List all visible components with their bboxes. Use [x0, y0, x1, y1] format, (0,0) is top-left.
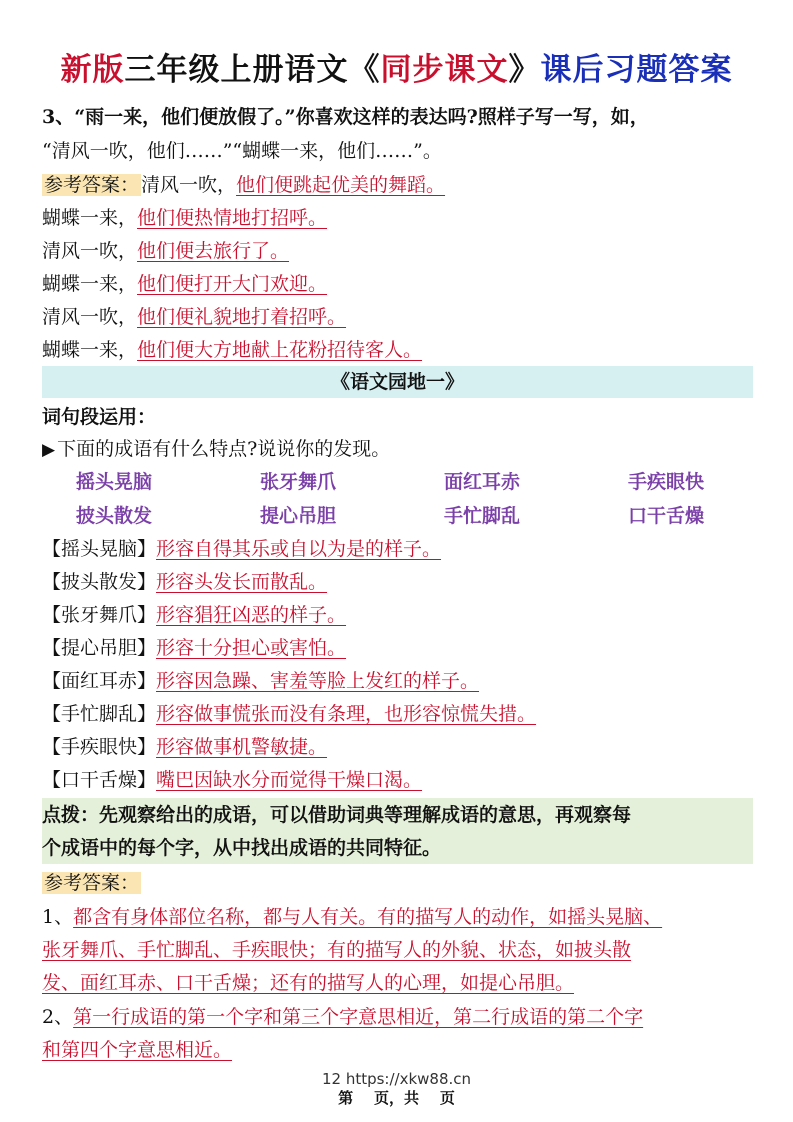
definition-term: 【摇头晃脑】: [42, 538, 157, 560]
idiom-item: 张牙舞爪: [260, 471, 337, 493]
answer1-line3: [42, 968, 754, 999]
ref-answer-label-row: [42, 868, 754, 899]
definition-term: 【张牙舞爪】: [42, 604, 157, 626]
title-part-grade: 三年级上册语文《: [124, 52, 381, 88]
answer-text: 他们便礼貌地打着招呼。: [137, 306, 347, 328]
definition-term: 【手忙脚乱】: [42, 703, 157, 725]
footer-url: 12 https://xkw88.cn: [321, 1070, 472, 1088]
definition-row: [42, 567, 754, 598]
idiom-item: 披头散发: [76, 505, 153, 527]
answer1-text: 张牙舞爪、手忙脚乱、手疾眼快；有的描写人的外貌、状态，如披头散: [42, 939, 632, 961]
definition-term: 【提心吊胆】: [42, 637, 157, 659]
definition-row: [42, 765, 754, 796]
definition-term: 【披头散发】: [42, 571, 157, 593]
answer2-text: 第一行成语的第一个字和第三个字意思相近，第二行成语的第二个字: [73, 1006, 644, 1028]
answer-prefix: 蝴蝶一来，: [42, 273, 138, 295]
definition-term: 【面红耳赤】: [42, 670, 157, 692]
idiom-item: 口干舌燥: [628, 505, 705, 527]
q3-answer-row-6: [42, 335, 754, 366]
hint-line1: 点拨：先观察给出的成语，可以借助词典等理解成语的意思，再观察每: [42, 804, 632, 826]
definition-text: 形容做事机警敏捷。: [156, 736, 328, 758]
q3-line1: 3、“雨一来，他们便放假了。”你喜欢这样的表达吗?照样子写一写，如，: [42, 106, 649, 128]
prompt-text: 下面的成语有什么特点?说说你的发现。: [57, 438, 391, 460]
triangle-bullet-icon: ▶: [42, 440, 56, 460]
section-banner: 《语文园地一》: [42, 366, 753, 398]
answer-text: 他们便打开大门欢迎。: [137, 273, 328, 295]
definition-row: [42, 699, 754, 730]
definition-text: 形容自得其乐或自以为是的样子。: [156, 538, 442, 560]
definition-row: [42, 633, 754, 664]
definition-row: [42, 732, 754, 763]
answer2-line2: [42, 1035, 754, 1066]
q3-answer-row-2: [42, 203, 754, 234]
answer1-text: 都含有身体部位名称，都与人有关。有的描写人的动作，如摇头晃脑、: [73, 906, 663, 928]
answer1-text: 发、面红耳赤、口干舌燥；还有的描写人的心理，如提心吊胆。: [42, 972, 575, 994]
answer1-line1: [42, 902, 754, 933]
idiom-item: 手忙脚乱: [444, 505, 521, 527]
answer-text: 他们便跳起优美的舞蹈。: [236, 174, 446, 196]
answer1-number: 1、: [42, 906, 74, 928]
definition-text: 形容做事慌张而没有条理，也形容惊慌失措。: [156, 703, 537, 725]
q3-answer-row-5: [42, 302, 754, 333]
answer2-line1: [42, 1002, 754, 1033]
answer-text: 他们便大方地献上花粉招待客人。: [137, 339, 423, 361]
hint-line2: 个成语中的每个字，从中找出成语的共同特征。: [42, 837, 442, 859]
definition-text: 形容因急躁、害羞等脸上发红的样子。: [156, 670, 480, 692]
definition-row: [42, 600, 754, 631]
answer-prefix: 清风一吹，: [42, 306, 138, 328]
idiom-item: 手疾眼快: [628, 471, 705, 493]
title-part-new: 新版: [60, 52, 125, 88]
q3-answer-row-4: [42, 269, 754, 300]
idiom-item: 提心吊胆: [260, 505, 337, 527]
title-part-answers: 课后习题答案: [540, 52, 733, 88]
answer-prefix: 清风一吹，: [42, 240, 138, 262]
answer-prefix: 清风一吹，: [141, 174, 237, 196]
definition-text: 嘴巴因缺水分而觉得干燥口渴。: [156, 769, 423, 791]
answer-text: 他们便去旅行了。: [137, 240, 290, 262]
answer1-line2: [42, 935, 754, 966]
footer-page-number: 第 页，共 页: [338, 1089, 455, 1107]
definition-term: 【手疾眼快】: [42, 736, 157, 758]
q3-line2: “清风一吹，他们……”“蝴蝶一来，他们……”。: [42, 140, 442, 162]
answer-text: 他们便热情地打招呼。: [137, 207, 328, 229]
answer2-text: 和第四个字意思相近。: [42, 1039, 233, 1061]
definition-text: 形容头发长而散乱。: [156, 571, 328, 593]
title-part-close: 》: [508, 52, 541, 88]
idiom-item: 摇头晃脑: [76, 471, 153, 493]
definition-row: [42, 534, 754, 565]
answer-prefix: 蝴蝶一来，: [42, 207, 138, 229]
answer-prefix: 蝴蝶一来，: [42, 339, 138, 361]
section-prompt: [42, 434, 754, 466]
definition-row: [42, 666, 754, 697]
definition-text: 形容十分担心或害怕。: [156, 637, 347, 659]
title-part-sync: 同步课文: [380, 52, 509, 88]
answer2-number: 2、: [42, 1006, 74, 1028]
idiom-item: 面红耳赤: [444, 471, 521, 493]
definition-term: 【口干舌燥】: [42, 769, 157, 791]
q3-answer-row-1: [42, 170, 754, 201]
ref-answer-label: 参考答案：: [44, 174, 140, 196]
section-subhead: 词句段运用：: [42, 406, 157, 428]
ref-answer-label: 参考答案：: [44, 872, 140, 894]
q3-answer-row-3: [42, 236, 754, 267]
page-title: [0, 44, 793, 96]
definition-text: 形容猖狂凶恶的样子。: [156, 604, 347, 626]
